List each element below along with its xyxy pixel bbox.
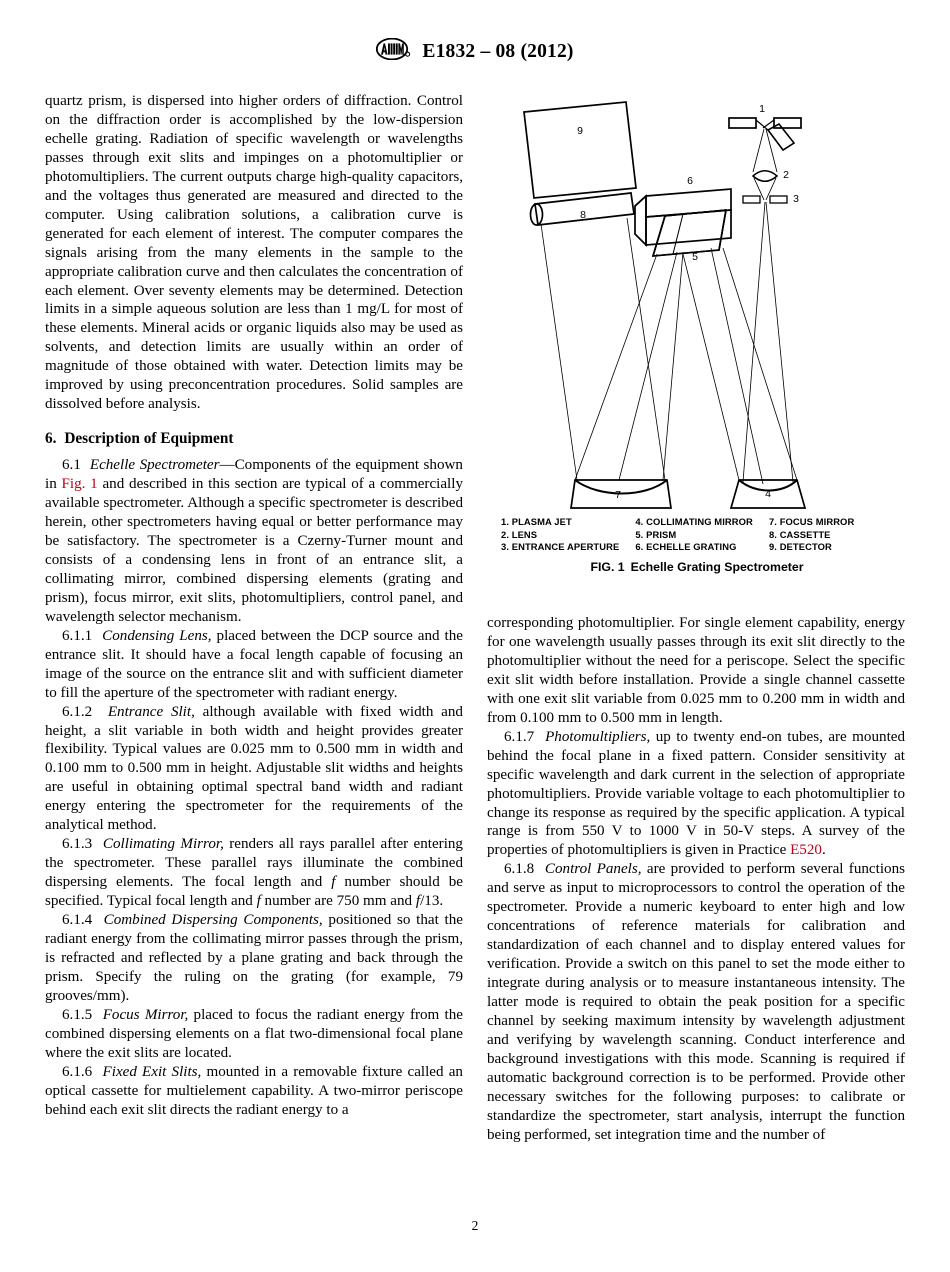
clause-term: Fixed Exit Slits, [102,1063,202,1080]
clause-term: Combined Dispersing Components, [103,912,323,929]
legend-label: CASSETTE [779,528,831,540]
figure-legend [487,516,907,554]
practice-e520-link[interactable]: E520 [790,842,822,859]
clause-number: 6.1.6 [62,1063,93,1080]
callout-8: 8 [580,209,586,221]
callout-3: 3 [793,193,799,205]
clause-text-1: renders all rays parallel after entering the spectrometer. These parallel rays illuminate the combined dispersing elements. The focal length and [45,836,463,891]
figure-caption-label: FIG. 1 [590,560,625,574]
clause-term: Focus Mirror, [102,1006,189,1023]
document-designation: E1832 – 08 (2012) [422,41,574,62]
echelle-spectrometer-diagram [487,88,907,528]
clause-text: positioned so that the radiant energy from the collimating mirror passes through the prism, is refracted and reflected by a plane grating and back through the prism. Specify the ruling on the grating (for example, 79 grooves/mm). [45,912,463,1004]
legend-num: 9. [768,541,777,552]
clause-number: 6.1.5 [62,1006,93,1023]
legend-item-5 [635,529,769,542]
clause-term: Control Panels, [544,861,642,878]
legend-num: 5. [635,528,644,540]
legend-item-1 [501,516,635,529]
figure-caption [487,560,907,574]
clause-text-2: number should be specified. Typical focal length and [45,874,463,910]
legend-num: 1. [501,516,510,527]
clause-text-4: /13. [420,893,444,910]
clause-dash: — [219,457,235,474]
legend-row [501,529,870,542]
clause-term: Echelle Spectrometer [89,457,220,474]
clause-6-1-2 [45,703,463,836]
legend-item-8 [769,529,870,542]
section-number: 6. [45,430,57,448]
legend-label: PLASMA JET [511,516,572,527]
legend-num: 7. [768,516,777,527]
figure-caption-title: Echelle Grating Spectrometer [630,560,804,574]
legend-row [501,516,870,529]
paragraph-continued-left: quartz prism, is dispersed into higher orders of diffraction. Control on the diffraction order is accomplished by the low-dispersion echelle grating. Radiation of specific wavelength or wavelengths passes through exit slits and impinges on a photomultiplier or photomultipliers. The current outputs charge high-quality capacitors, and the voltages thus generated are measured and directed to the computer. Using calibration solutions, a calibration curve is generated for each element of interest. The computer compares the signals arising from the many elements in the sample to the appropriate calibration curve and then calculates the concentration of each element. Over seventy elements may be determined. Detection limits in a simple aqueous solution are less than 1 mg/L for most of these elements. Mineral acids or organic liquids also may be used as solvents, and detection limits are usually within an order of magnitude of those obtained with water. Detection limits may be improved by using preconcentration procedures. Solid samples are dissolved before analysis. [45,93,463,413]
clause-number: 6.1 [62,457,81,474]
callout-1: 1 [759,103,765,115]
legend-item-4 [635,516,769,529]
section-title: Description of Equipment [64,430,234,448]
callout-5: 5 [692,251,698,263]
clause-text-b: . [821,842,826,859]
legend-row [501,541,870,554]
clause-number: 6.1.8 [504,861,535,878]
legend-item-9 [769,541,870,554]
clause-text: placed between the DCP source and the entrance slit. It should have a focal length capable of focusing an image of the source on the entrance slit and with sufficient diameter to fill the aperture of the spectrometer with radiant energy. [45,627,463,701]
clause-6-1-7 [487,728,905,861]
astm-logo-icon [376,38,412,60]
section-heading-6 [45,430,463,449]
clause-number: 6.1.4 [62,912,93,929]
clause-number: 6.1.3 [62,836,93,853]
figure-1-link[interactable]: Fig. 1 [61,476,98,493]
clause-term: Collimating Mirror, [102,836,224,853]
legend-label: COLLIMATING MIRROR [646,516,753,527]
document-header [0,38,950,63]
clause-number: 6.1.7 [504,728,535,745]
right-text-column [487,614,905,1145]
clause-text-a: Components of the equipment shown in [45,457,463,493]
f-number-symbol: f [256,893,261,910]
clause-6-1-6 [45,1063,463,1120]
clause-text-b: and described in this section are typical of a commercially available spectrometer. Although a specific spectrometer is described herein, other spectrometers having equal or better performance may be satisfactory. The spectrometer is a Czerny-Turner mount and consists of a condensing lens in front of an entrance slit, a collimating mirror, combined dispersing elements (grating and prism), focus mirror, exit slits, photomultipliers, control panel, and wavelength selector mechanism. [45,476,463,625]
clause-number: 6.1.1 [62,627,93,644]
clause-text: although available with fixed width and height, a slit variable in both width and height provides greater flexibility. Typical values are 0.025 mm to 0.500 mm in width and 0.100 mm to 0.500 mm in height. Adjustable slit widths and heights are useful in obtaining optimal spectral band width and radiant energy entering the spectrometer for the requirements of the analytical method. [45,703,463,834]
legend-num: 6. [635,541,644,552]
f-number-symbol: f [331,874,336,891]
legend-label: PRISM [646,528,677,540]
clause-6-1-8 [487,860,905,1144]
legend-num: 2. [501,528,510,540]
clause-6-1-4 [45,911,463,1006]
legend-label: DETECTOR [779,541,832,552]
clause-6-1-1 [45,627,463,703]
legend-label: FOCUS MIRROR [779,516,855,527]
clause-text: are provided to perform several functions and serve as input to microprocessors to control the operation of the spectrometer. Provide a numeric keyboard to enter high and low concentrations of reference materials for calibration and standardization of each channel and to display entered values for verification. Provide a switch on this panel to set the mode either to integrate during analysis or to measure instantaneous intensity. The latter mode is required to obtain the peak position for a specific channel by seeking maximum intensity by wavelength adjustment and verifying by wavelength scanning. Conduct interference and background investigations with this mode. Scanning is required if automatic background correction is to be performed. Provide other necessary switches for the following purposes: to calibrate or standardize the spectrometer, start analysis, interrupt the function being performed, set integration time and the number of [487,861,905,1143]
legend-item-2 [501,529,635,542]
figure-1 [487,88,907,588]
clause-text: mounted in a removable fixture called an optical cassette for multielement capability. A two-mirror periscope behind each exit slit directs the radiant energy to a [45,1063,463,1118]
callout-4: 4 [765,488,771,500]
left-text-column [45,92,463,1120]
clause-term: Photomultipliers, [545,728,651,745]
legend-item-3 [501,541,635,554]
clause-6-1-5 [45,1006,463,1063]
legend-item-7 [769,516,870,529]
clause-6-1 [45,456,463,627]
legend-label: ENTRANCE APERTURE [511,541,620,552]
clause-term: Entrance Slit, [107,703,195,720]
legend-label: LENS [511,528,538,540]
legend-num: 4. [635,516,644,527]
clause-number: 6.1.2 [62,703,93,720]
clause-text-a: up to twenty end-on tubes, are mounted behind the focal plane in a fixed pattern. Consider sensitivity at specific wavelength and dark current in the selection of appropriate photomultipliers. Provide variable voltage to each photomultiplier to change its response as required by the specific application. A typical range is from 550 V to 1000 V in 50-V steps. A survey of the properties of photomultipliers is given in Practice [487,728,906,859]
callout-6: 6 [687,175,693,187]
callout-7: 7 [615,489,621,501]
f-number-symbol: f [415,893,421,910]
legend-num: 8. [768,528,777,540]
clause-text-3: number are 750 mm and [260,893,416,910]
legend-label: ECHELLE GRATING [646,541,737,552]
paragraph-continued-right: corresponding photomultiplier. For single element capability, energy for one wavelength usually passes through its exit slit directly to the photomultiplier without the need for a periscope. Select the specific exit slit width before installation. Provide a single channel cassette with one exit slit variable from 0.025 mm to 0.200 mm in width and from 0.100 mm to 0.500 mm in length. [487,615,905,726]
legend-item-6 [635,541,769,554]
callout-9: 9 [577,125,583,137]
clause-6-1-3 [45,835,463,911]
clause-text: placed to focus the radiant energy from the combined dispersing elements on a flat two-dimensional focal plane where the exit slits are located. [45,1006,463,1061]
clause-term: Condensing Lens, [102,627,212,644]
legend-num: 3. [501,541,510,552]
page-number: 2 [471,1218,479,1233]
callout-2: 2 [783,169,789,181]
